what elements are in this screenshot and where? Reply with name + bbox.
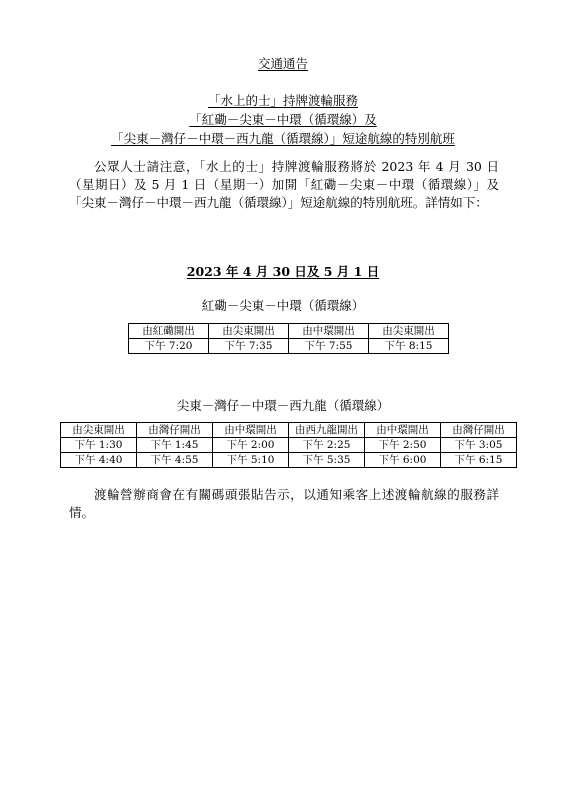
column-header: 由尖東開出 [61,423,137,438]
departure-time: 下午 5:10 [213,453,289,468]
departure-time: 下午 7:55 [289,339,369,354]
column-header: 由中環開出 [289,324,369,339]
route2-timetable [60,422,517,468]
departure-time: 下午 2:50 [365,438,441,453]
route1-timetable [128,323,449,354]
departure-time: 下午 8:15 [369,339,449,354]
departure-time: 下午 6:15 [441,453,517,468]
notice-title: 交通通告 [257,56,308,71]
column-header: 由尖東開出 [369,324,449,339]
notice-heading-line-3: 「尖東－灣仔－中環－西九龍（循環線）」短途航線的特別航班 [111,131,455,146]
departure-time: 下午 7:35 [209,339,289,354]
departure-time: 下午 1:30 [61,438,137,453]
departure-time: 下午 5:35 [289,453,365,468]
departure-time: 下午 6:00 [365,453,441,468]
closing-paragraph: 渡輪營辦商會在有關碼頭張貼告示，以通知乘客上述渡輪航線的服務詳情。 [69,487,499,520]
table-header-row [129,324,449,339]
column-header: 由紅磡開出 [129,324,209,339]
column-header: 由尖東開出 [209,324,289,339]
notice-heading-line-1: 「水上的士」持牌渡輪服務 [207,93,358,108]
date-heading: 2023 年 4 月 30 日及 5 月 1 日 [186,264,380,279]
notice-heading-line-2: 「紅磡－尖東－中環（循環線）及 [189,112,377,127]
departure-time: 下午 2:25 [289,438,365,453]
column-header: 由中環開出 [365,423,441,438]
table-row [61,438,517,453]
column-header: 由灣仔開出 [441,423,517,438]
column-header: 由灣仔開出 [137,423,213,438]
route2-title: 尖東－灣仔－中環－西九龍（循環線） [176,398,390,413]
intro-paragraph: 公眾人士請注意，「水上的士」持牌渡輪服務將於 2023 年 4 月 30 日（星期日）及 5 月 1 日（星期一）加開「紅磡－尖東－中環（循環線）」及「尖東－灣仔－中環－西九龍（循環線）」短途航線的特別航班。詳情如下： [69,159,499,210]
column-header: 由西九龍開出 [289,423,365,438]
column-header: 由中環開出 [213,423,289,438]
departure-time: 下午 3:05 [441,438,517,453]
departure-time: 下午 4:40 [61,453,137,468]
table-row [129,339,449,354]
table-row [61,453,517,468]
route1-title: 紅磡－尖東－中環（循環線） [201,298,365,313]
departure-time: 下午 7:20 [129,339,209,354]
departure-time: 下午 4:55 [137,453,213,468]
table-header-row [61,423,517,438]
departure-time: 下午 1:45 [137,438,213,453]
departure-time: 下午 2:00 [213,438,289,453]
